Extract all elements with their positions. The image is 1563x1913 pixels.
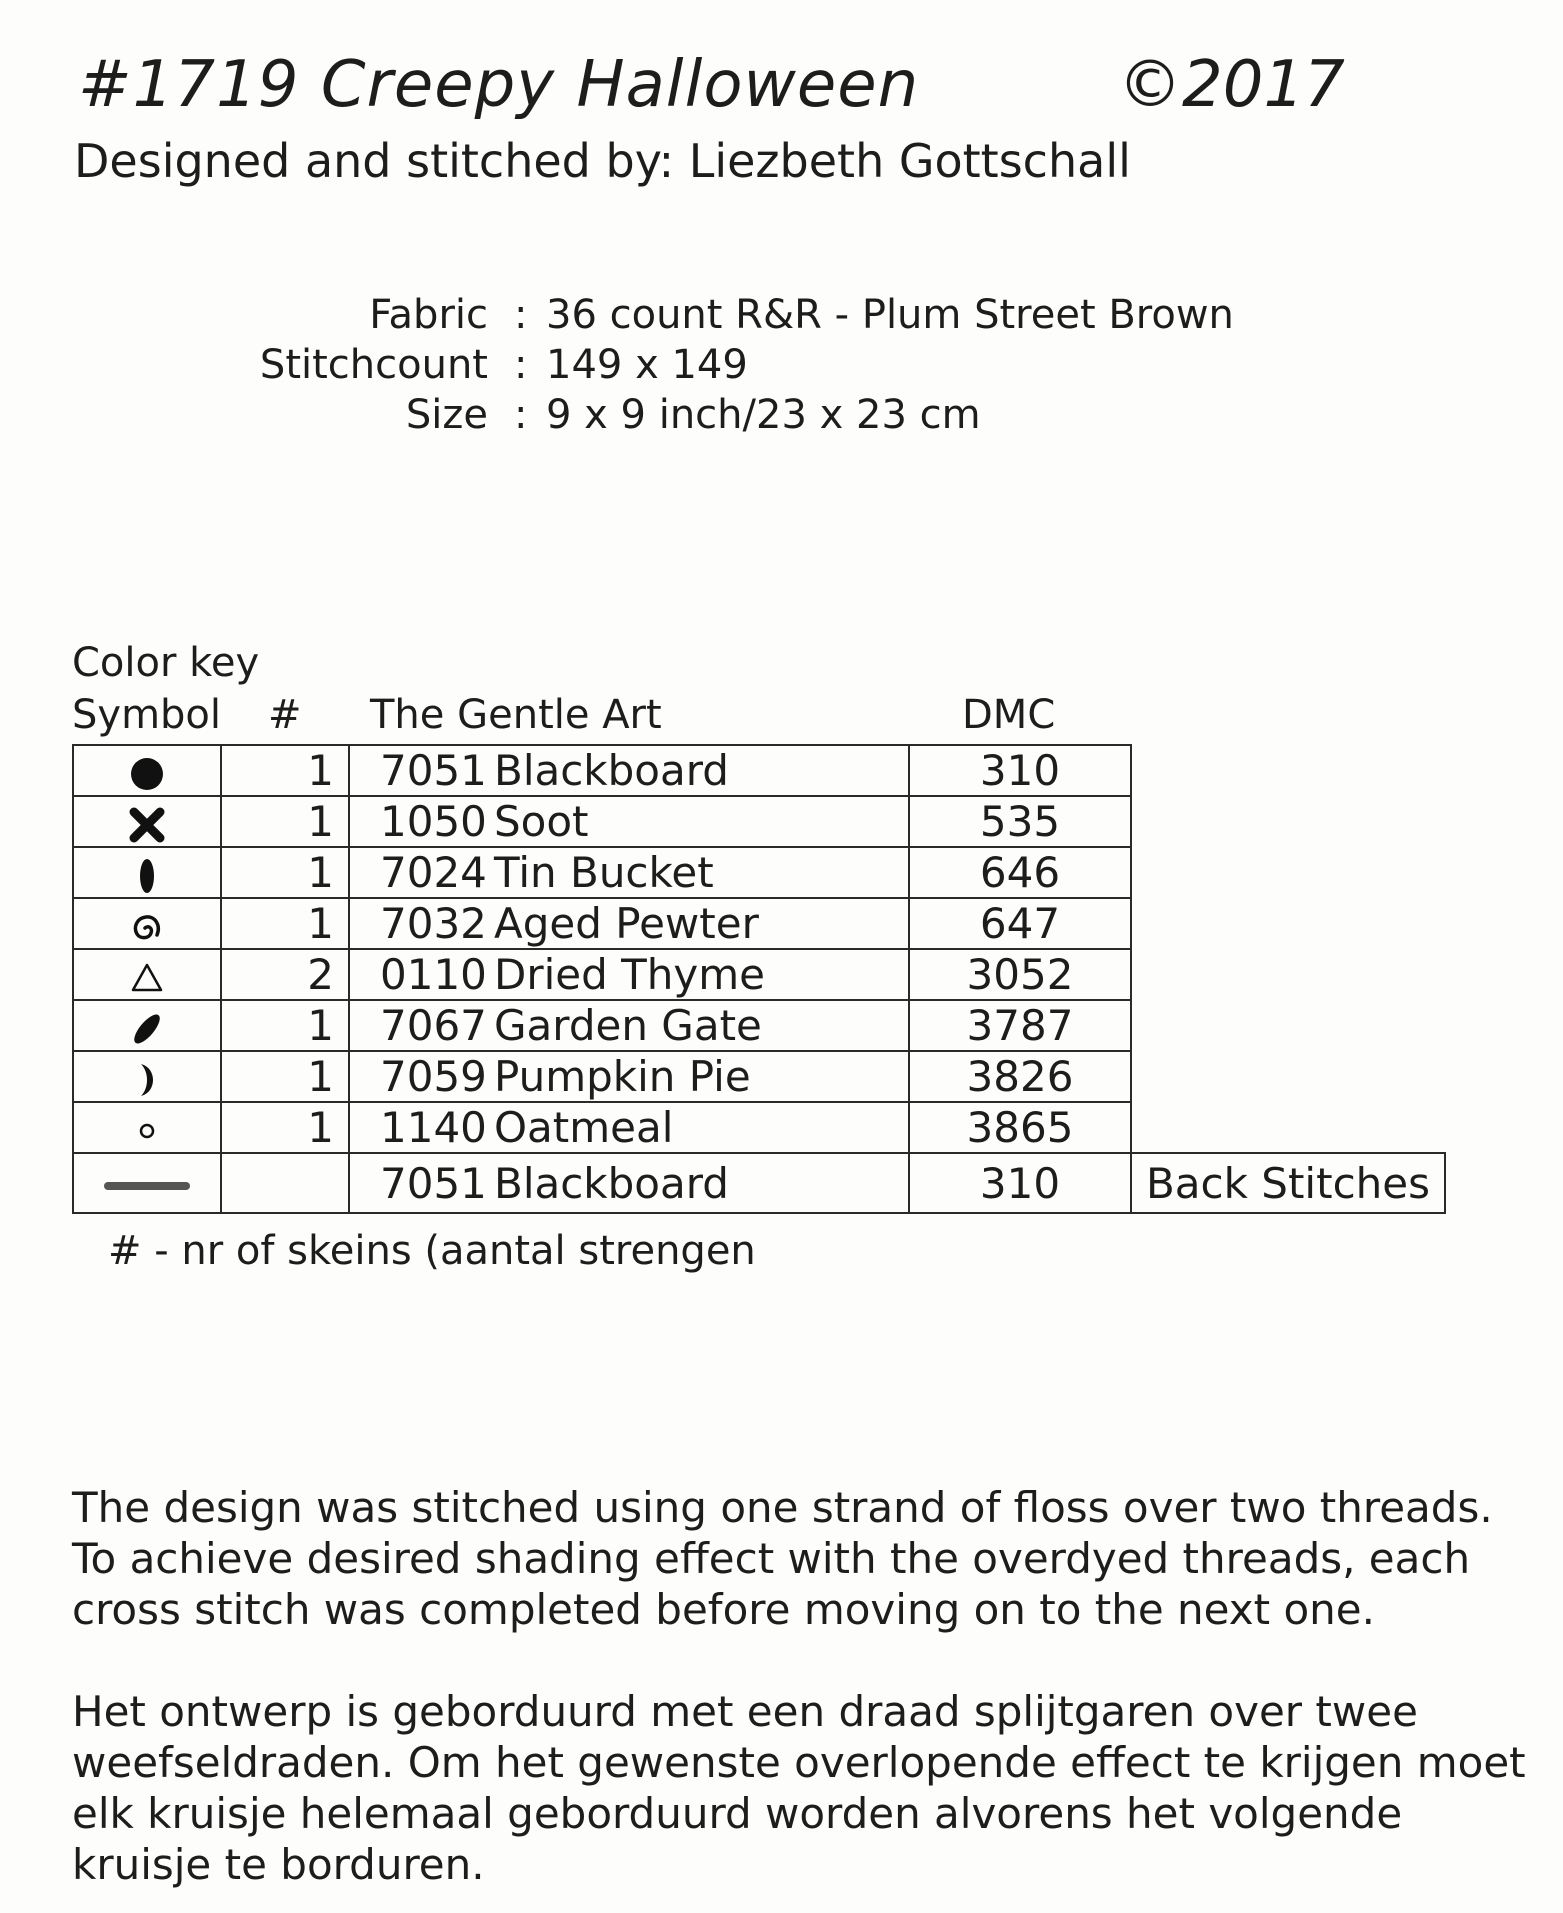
header-gentle-art: The Gentle Art (370, 692, 662, 738)
code-cell: 7059 (349, 1051, 494, 1102)
spec-value-size: 9 x 9 inch/23 x 23 cm (546, 392, 981, 438)
dmc-cell: 3787 (909, 1000, 1131, 1051)
code-cell: 7051 (349, 745, 494, 796)
spec-label-fabric: Fabric (369, 292, 488, 338)
code-cell: 1140 (349, 1102, 494, 1153)
code-cell: 7032 (349, 898, 494, 949)
symbol-cell (73, 745, 221, 796)
name-cell: Tin Bucket (494, 847, 909, 898)
dmc-cell: 535 (909, 796, 1131, 847)
name-cell: Soot (494, 796, 909, 847)
code-cell: 7067 (349, 1000, 494, 1051)
table-row (73, 1153, 1445, 1213)
skeins-cell: 1 (221, 745, 349, 796)
skeins-cell: 2 (221, 949, 349, 1000)
skeins-cell: 1 (221, 1102, 349, 1153)
header-skeins: # (268, 692, 302, 738)
symbol-cell (73, 1051, 221, 1102)
header-dmc: DMC (962, 692, 1056, 738)
name-cell: Garden Gate (494, 1000, 909, 1051)
name-cell: Blackboard (494, 1153, 909, 1213)
copyright: ©2017 (1118, 48, 1345, 122)
spec-colon: : (514, 392, 528, 438)
table-row (73, 796, 1445, 847)
dmc-cell: 3052 (909, 949, 1131, 1000)
small-circle-icon (127, 1111, 167, 1151)
color-key-title: Color key (72, 640, 260, 686)
spec-value-stitchcount: 149 x 149 (546, 342, 748, 388)
spec-colon: : (514, 292, 528, 338)
table-row (73, 1051, 1445, 1102)
dmc-cell: 3826 (909, 1051, 1131, 1102)
color-key-table (72, 744, 1446, 1214)
symbol-cell (73, 949, 221, 1000)
table-row (73, 847, 1445, 898)
skeins-cell: 1 (221, 898, 349, 949)
dmc-cell: 3865 (909, 1102, 1131, 1153)
skeins-cell: 1 (221, 847, 349, 898)
dmc-cell: 646 (909, 847, 1131, 898)
code-cell: 1050 (349, 796, 494, 847)
name-cell: Pumpkin Pie (494, 1051, 909, 1102)
symbol-cell (73, 847, 221, 898)
symbol-cell (73, 1102, 221, 1153)
skeins-cell (221, 1153, 349, 1213)
backstitch-line-icon (102, 1176, 192, 1196)
table-row (73, 1000, 1445, 1051)
dmc-cell: 310 (909, 1153, 1131, 1213)
skeins-footnote: # - nr of skeins (aantal strengen (108, 1228, 756, 1274)
symbol-cell (73, 1000, 221, 1051)
spec-colon: : (514, 342, 528, 388)
table-row (73, 1102, 1445, 1153)
skeins-cell: 1 (221, 1000, 349, 1051)
bold-x-icon (127, 805, 167, 845)
dmc-cell: 310 (909, 745, 1131, 796)
name-cell: Oatmeal (494, 1102, 909, 1153)
note-cell: Back Stitches (1131, 1153, 1445, 1213)
spec-label-stitchcount: Stitchcount (259, 342, 488, 388)
code-cell: 7024 (349, 847, 494, 898)
slanted-oval-icon (127, 1009, 167, 1049)
dmc-cell: 647 (909, 898, 1131, 949)
spec-value-fabric: 36 count R&R - Plum Street Brown (546, 292, 1234, 338)
instructions-dutch: Het ontwerp is geborduurd met een draad splijtgaren over twee weefseldraden. Om het gewenste overlopende effect te krijgen moet elk kruisje helemaal geborduurd worden alvorens het volgende kruisje te borduren. (72, 1687, 1526, 1889)
spec-label-size: Size (405, 392, 488, 438)
filled-circle-icon (127, 754, 167, 794)
header-symbol: Symbol (72, 692, 222, 738)
designer-line: Designed and stitched by: Liezbeth Gottschall (74, 134, 1131, 188)
pattern-title: #1719 Creepy Halloween (78, 48, 920, 122)
spiral-icon (127, 907, 167, 947)
table-row (73, 898, 1445, 949)
code-cell: 0110 (349, 949, 494, 1000)
name-cell: Aged Pewter (494, 898, 909, 949)
code-cell: 7051 (349, 1153, 494, 1213)
instructions-english: The design was stitched using one strand of floss over two threads. To achieve desired shading effect with the overdyed threads, each cross stitch was completed before moving on to the next one. (72, 1483, 1493, 1634)
vertical-oval-icon (127, 856, 167, 896)
crescent-icon (127, 1060, 167, 1100)
table-row (73, 949, 1445, 1000)
skeins-cell: 1 (221, 796, 349, 847)
symbol-cell (73, 796, 221, 847)
triangle-outline-icon (127, 958, 167, 998)
symbol-cell (73, 1153, 221, 1213)
skeins-cell: 1 (221, 1051, 349, 1102)
table-row (73, 745, 1445, 796)
symbol-cell (73, 898, 221, 949)
name-cell: Blackboard (494, 745, 909, 796)
name-cell: Dried Thyme (494, 949, 909, 1000)
